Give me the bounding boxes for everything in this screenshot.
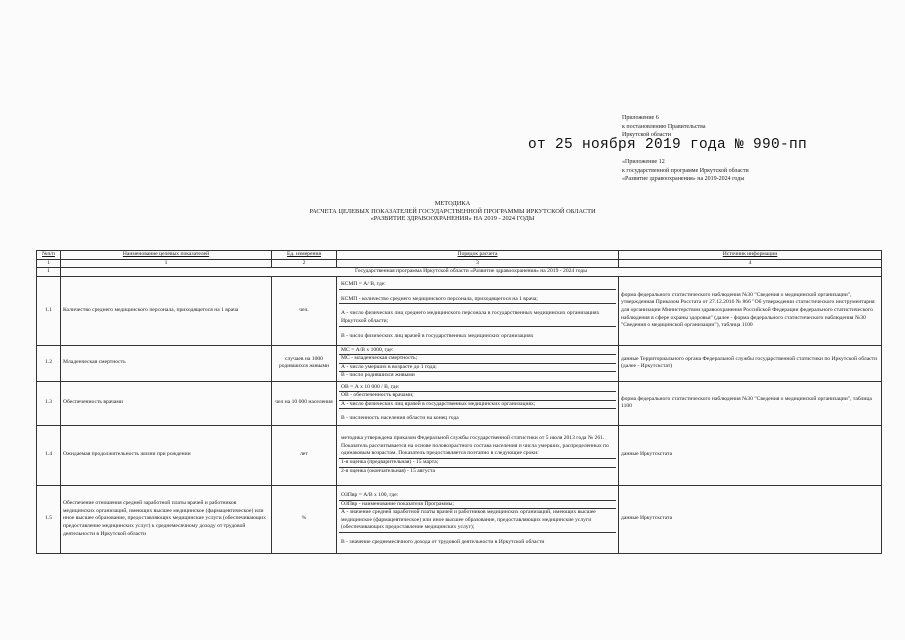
indicator-name: Младенческая смертность <box>61 345 272 381</box>
unit-of-measure: чел на 10 000 населения <box>272 381 337 425</box>
column-number: 4 <box>619 259 882 268</box>
appendix-6-line: к постановлению Правительства <box>622 123 706 130</box>
title-line: «РАЗВИТИЕ ЗДРАВООХРАНЕНИЯ» НА 2019 - 2024 ГОДЫ <box>370 215 535 222</box>
information-source: форма федерального статистического наблюдения №30 "Сведения о медицинской организации", таблица 1100 <box>619 381 882 425</box>
calculation-line: 1-я оценка (предварительная) - 15 марта; <box>339 459 616 468</box>
row-number: 1.1 <box>37 276 61 345</box>
unit-of-measure: чел. <box>272 276 337 345</box>
appendix-12-line: «Развитие здравоохранения» на 2019-2024 годы <box>622 176 745 182</box>
table-row <box>37 485 882 553</box>
section-number: 1 <box>37 268 61 277</box>
calculation-line: А - число физических лиц врачей в государственных медицинских организациях; <box>339 401 616 410</box>
calculation-line: А - число физических лиц среднего медицинского персонала в государственных медицинских организациях Иркутской области; <box>339 310 616 326</box>
table-header-row <box>37 251 882 260</box>
column-number: 1 <box>37 259 61 268</box>
calculation-line: КСМП = А/ В, где: <box>339 281 616 290</box>
column-header: Ед. измерения <box>272 251 337 260</box>
calculation-line: ОЗПвр - наименование показателя Программы; <box>339 501 616 510</box>
information-source: данные Иркутскстата <box>619 485 882 553</box>
table-row <box>37 425 882 485</box>
unit-of-measure: лет <box>272 425 337 485</box>
indicator-name: Количество среднего медицинского персонала, приходящегося на 1 врача <box>61 276 272 345</box>
table-row <box>37 345 882 381</box>
appendix-12-block <box>622 158 749 184</box>
appendix-12-line: к государственной программе Иркутской области <box>622 167 749 174</box>
calculation-method <box>337 425 619 485</box>
calculation-line: В - число физических лиц врачей в государственных медицинских организациях <box>341 332 534 339</box>
calculation-method <box>337 345 619 381</box>
appendix-6-block <box>622 114 706 140</box>
calculation-line: ОВ = А х 10 000 / В, где: <box>339 384 616 393</box>
table-row <box>37 381 882 425</box>
calculation-line: В - численность населения области на конец года <box>341 415 459 422</box>
information-source: форма федерального статистического наблюдения №30 "Сведения о медицинской организации", утвержденная Приказом Росстата от 27.12.2016 № 866 "Об утверждении статистического инструментария для организации Министерством здравоохранения Российской Федерации федерального статистического наблюдения в сфере охраны здоровья" (далее - форма федерального статистического наблюдения №30 "Сведения о медицинской организации"), таблица 1100 <box>619 276 882 345</box>
calculation-line: КСМП - количество среднего медицинского персонала, приходящегося на 1 врача; <box>339 296 616 305</box>
column-header: Источник информации <box>619 251 882 260</box>
calculation-line: В - число родившихся живыми <box>341 372 415 379</box>
calculation-line: ОВ - обеспеченность врачами; <box>339 392 616 401</box>
row-number: 1.4 <box>37 425 61 485</box>
indicator-name: Обеспечение отношения средней заработной платы врачей и работников медицинских организаций, имеющих высшее медицинское (фармацевтическое) или иное высшее образование, предоставляющих медицинские услуги (обеспечивающих предоставление медицинских услуг) к среднемесячному доходу от трудовой деятельности в Иркутской области <box>61 485 272 553</box>
calculation-line: МС - младенческая смертность; <box>339 355 616 364</box>
unit-of-measure: % <box>272 485 337 553</box>
section-row <box>37 268 882 277</box>
row-number: 1.2 <box>37 345 61 381</box>
calculation-line: А - число умерших в возрасте до 1 года; <box>339 364 616 373</box>
calculation-line: А - значение средней заработной платы врачей и работников медицинских организаций, имеющих высшее медицинское (фармацевтическое) или иное высшее образование, предоставляющих медицинские услуги (обеспечивающих предоставление медицинских услуг); <box>339 509 616 533</box>
section-title: Государственная программа Иркутской области «Развитие здравоохранения» на 2019 - 2024 годы <box>61 268 882 277</box>
calculation-line: методика утверждена приказом Федеральной службы государственной статистики от 5 июля 2013 года № 261. Показатель рассчитывается на основе половозрастного состава населения и числа умерших, распределенных по одинаковым возрастам. Показатель предоставляется поэтапно в следующие сроки: <box>339 435 616 459</box>
row-number: 1.3 <box>37 381 61 425</box>
calculation-method <box>337 381 619 425</box>
table-row <box>37 276 882 345</box>
unit-of-measure: случаев на 1000 родившихся живыми <box>272 345 337 381</box>
indicator-name: Ожидаемая продолжительность жизни при рождении <box>61 425 272 485</box>
indicators-table <box>36 250 882 554</box>
row-number: 1.5 <box>37 485 61 553</box>
column-header: №п/п <box>37 251 61 260</box>
decree-stamp: от 25 ноября 2019 года № 990-пп <box>528 137 808 153</box>
information-source: данные Иркутскстата <box>619 425 882 485</box>
column-number: 2 <box>272 259 337 268</box>
calculation-method <box>337 485 619 553</box>
calculation-line: В - значение среднемесячного дохода от трудовой деятельности в Иркутской области <box>341 538 545 545</box>
column-number: 1 <box>61 259 272 268</box>
information-source: данные Территориального органа Федеральной службы государственной статистики по Иркутской области (далее - Иркутскстат) <box>619 345 882 381</box>
title-line: РАСЧЕТА ЦЕЛЕВЫХ ПОКАЗАТЕЛЕЙ ГОСУДАРСТВЕННОЙ ПРОГРАММЫ ИРКУТСКОЙ ОБЛАСТИ <box>309 207 596 215</box>
calculation-line: ОЗПвр = А/В х 100, где: <box>339 492 616 501</box>
column-number-row <box>37 259 882 268</box>
appendix-12-line: «Приложение 12 <box>622 159 665 165</box>
indicator-name: Обеспеченность врачами <box>61 381 272 425</box>
calculation-method <box>337 276 619 345</box>
column-header: Наименование целевых показателей <box>61 251 272 260</box>
appendix-6-line: Иркутской области <box>622 132 671 138</box>
calculation-line: МС = А/В х 1000, где: <box>339 347 616 356</box>
document-title <box>0 200 905 223</box>
column-header: Порядок расчета <box>337 251 619 260</box>
calculation-line: 2-я оценка (окончательная) - 15 августа <box>341 467 435 474</box>
column-number: 3 <box>337 259 619 268</box>
title-line: МЕТОДИКА <box>434 200 471 207</box>
appendix-6-line: Приложение 6 <box>622 115 659 121</box>
